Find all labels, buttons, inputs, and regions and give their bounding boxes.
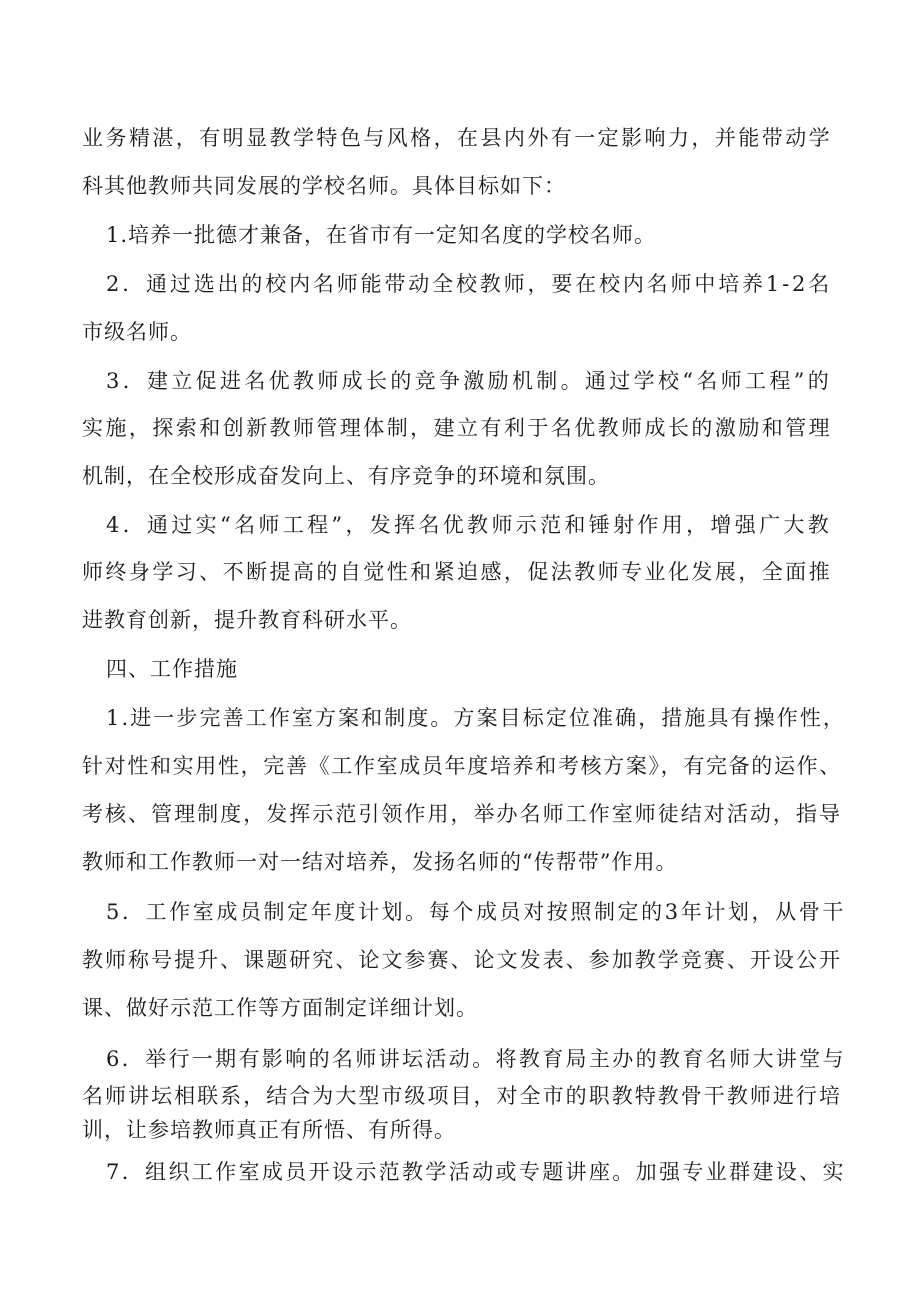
text-line: 5．工作室成员制定年度计划。每个成员对按照制定的3年计划，从骨干 xyxy=(106,900,846,924)
text-line: 业务精湛，有明显教学特色与风格，在县内外有一定影响力，并能带动学 xyxy=(82,126,833,150)
text-line: 科其他教师共同发展的学校名师。具体目标如下： xyxy=(82,174,566,198)
text-line: 2．通过选出的校内名师能带动全校教师，要在校内名师中培养1-2名 xyxy=(106,272,833,296)
text-line: 1.培养一批德才兼备，在省市有一定知名度的学校名师。 xyxy=(106,223,657,247)
text-line: 进教育创新，提升教育科研水平。 xyxy=(82,608,412,632)
text-line: 训，让参培教师真正有所悟、有所得。 xyxy=(82,1118,456,1142)
text-line: 7．组织工作室成员开设示范教学活动或专题讲座。加强专业群建设、实 xyxy=(106,1160,846,1184)
text-line: 市级名师。 xyxy=(82,320,192,344)
section-heading: 四、工作措施 xyxy=(106,657,238,681)
text-line: 名师讲坛相联系，结合为大型市级项目，对全市的职教特教骨干教师进行培 xyxy=(82,1084,842,1108)
text-line: 考核、管理制度，发挥示范引领作用，举办名师工作室师徒结对活动，指导 xyxy=(82,802,842,826)
text-line: 课、做好示范工作等方面制定详细计划。 xyxy=(82,996,478,1020)
text-line: 针对性和实用性，完善《工作室成员年度培养和考核方案》，有完备的运作、 xyxy=(82,754,842,778)
text-line: 师终身学习、不断提高的自觉性和紧迫感，促法教师专业化发展，全面推 xyxy=(82,560,833,584)
text-line: 6．举行一期有影响的名师讲坛活动。将教育局主办的教育名师大讲堂与 xyxy=(106,1047,846,1071)
text-line: 4．通过实“名师工程”，发挥名优教师示范和锤射作用，增强广大教 xyxy=(106,513,833,537)
text-line: 1.进一步完善工作室方案和制度。方案目标定位准确，措施具有操作性， xyxy=(106,706,847,730)
text-line: 教师和工作教师一对一结对培养，发扬名师的“传帮带”作用。 xyxy=(82,850,678,874)
text-line: 机制，在全校形成奋发向上、有序竞争的环境和氛围。 xyxy=(82,464,610,488)
text-line: 教师称号提升、课题研究、论文参赛、论文发表、参加教学竞赛、开设公开 xyxy=(82,948,842,972)
text-line: 实施，探索和创新教师管理体制，建立有利于名优教师成长的激励和管理 xyxy=(82,416,833,440)
text-line: 3．建立促进名优教师成长的竞争激励机制。通过学校“名师工程”的 xyxy=(106,369,833,393)
